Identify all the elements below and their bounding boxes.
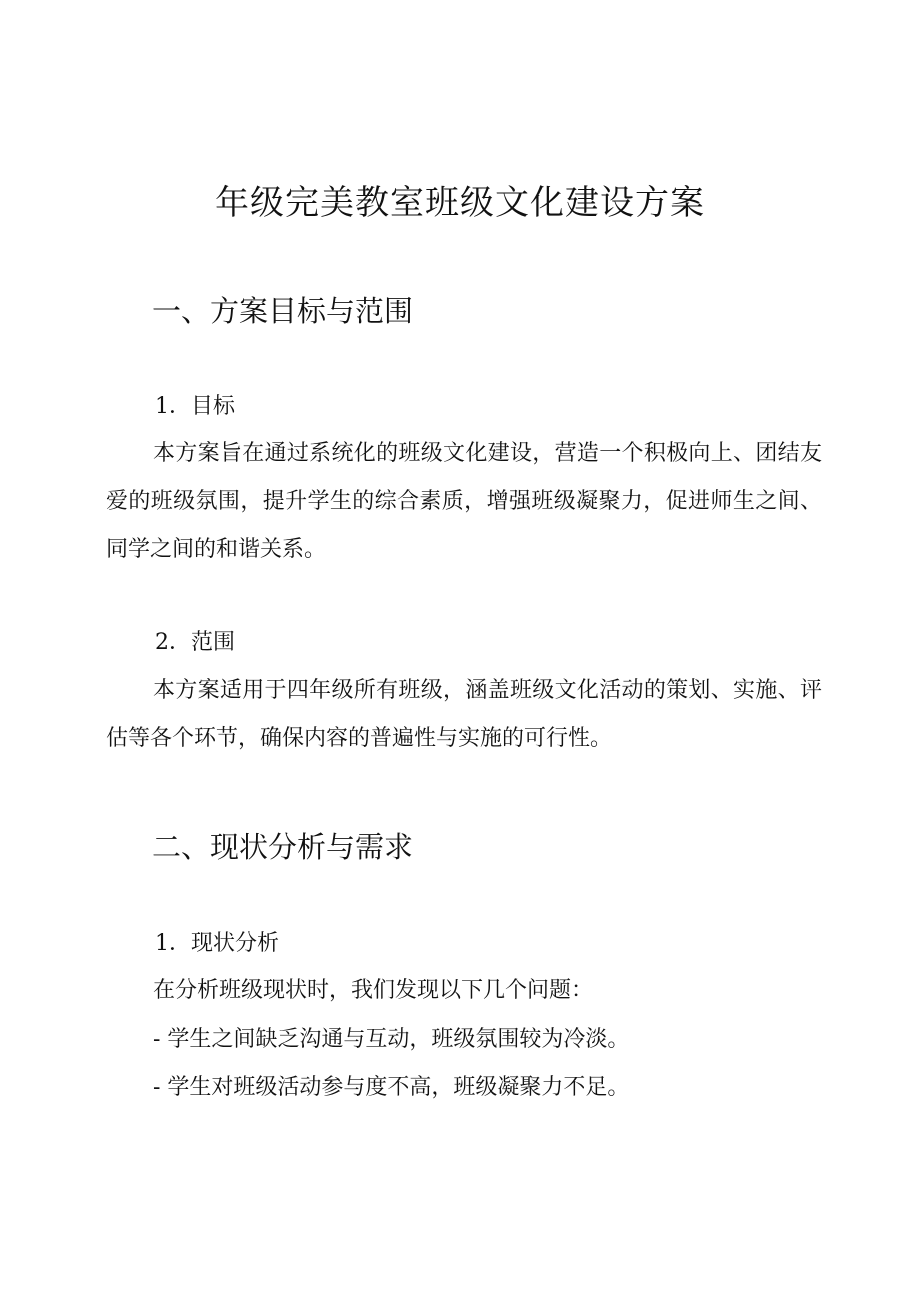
subheading-scope: 2．范围: [155, 630, 235, 655]
subheading-goal: 1．目标: [155, 394, 235, 419]
paragraph-status-intro: 在分析班级现状时，我们发现以下几个问题：: [153, 978, 594, 1003]
subheading-status-analysis: 1．现状分析: [155, 931, 279, 956]
document-title: 年级完美教室班级文化建设方案: [215, 183, 705, 223]
paragraph-scope: 本方案适用于四年级所有班级，涵盖班级文化活动的策划、实施、评估等各个环节，确保内容的普遍性与实施的可行性。: [106, 678, 822, 751]
list-item: - 学生对班级活动参与度不高，班级凝聚力不足。: [153, 1075, 630, 1100]
section-heading-goals-scope: 一、方案目标与范围: [152, 294, 414, 328]
section-heading-status-needs: 二、现状分析与需求: [152, 830, 414, 864]
paragraph-goal: 本方案旨在通过系统化的班级文化建设，营造一个积极向上、团结友爱的班级氛围，提升学生的综合素质，增强班级凝聚力，促进师生之间、同学之间的和谐关系。: [106, 441, 822, 562]
list-item: - 学生之间缺乏沟通与互动，班级氛围较为冷淡。: [153, 1027, 630, 1052]
